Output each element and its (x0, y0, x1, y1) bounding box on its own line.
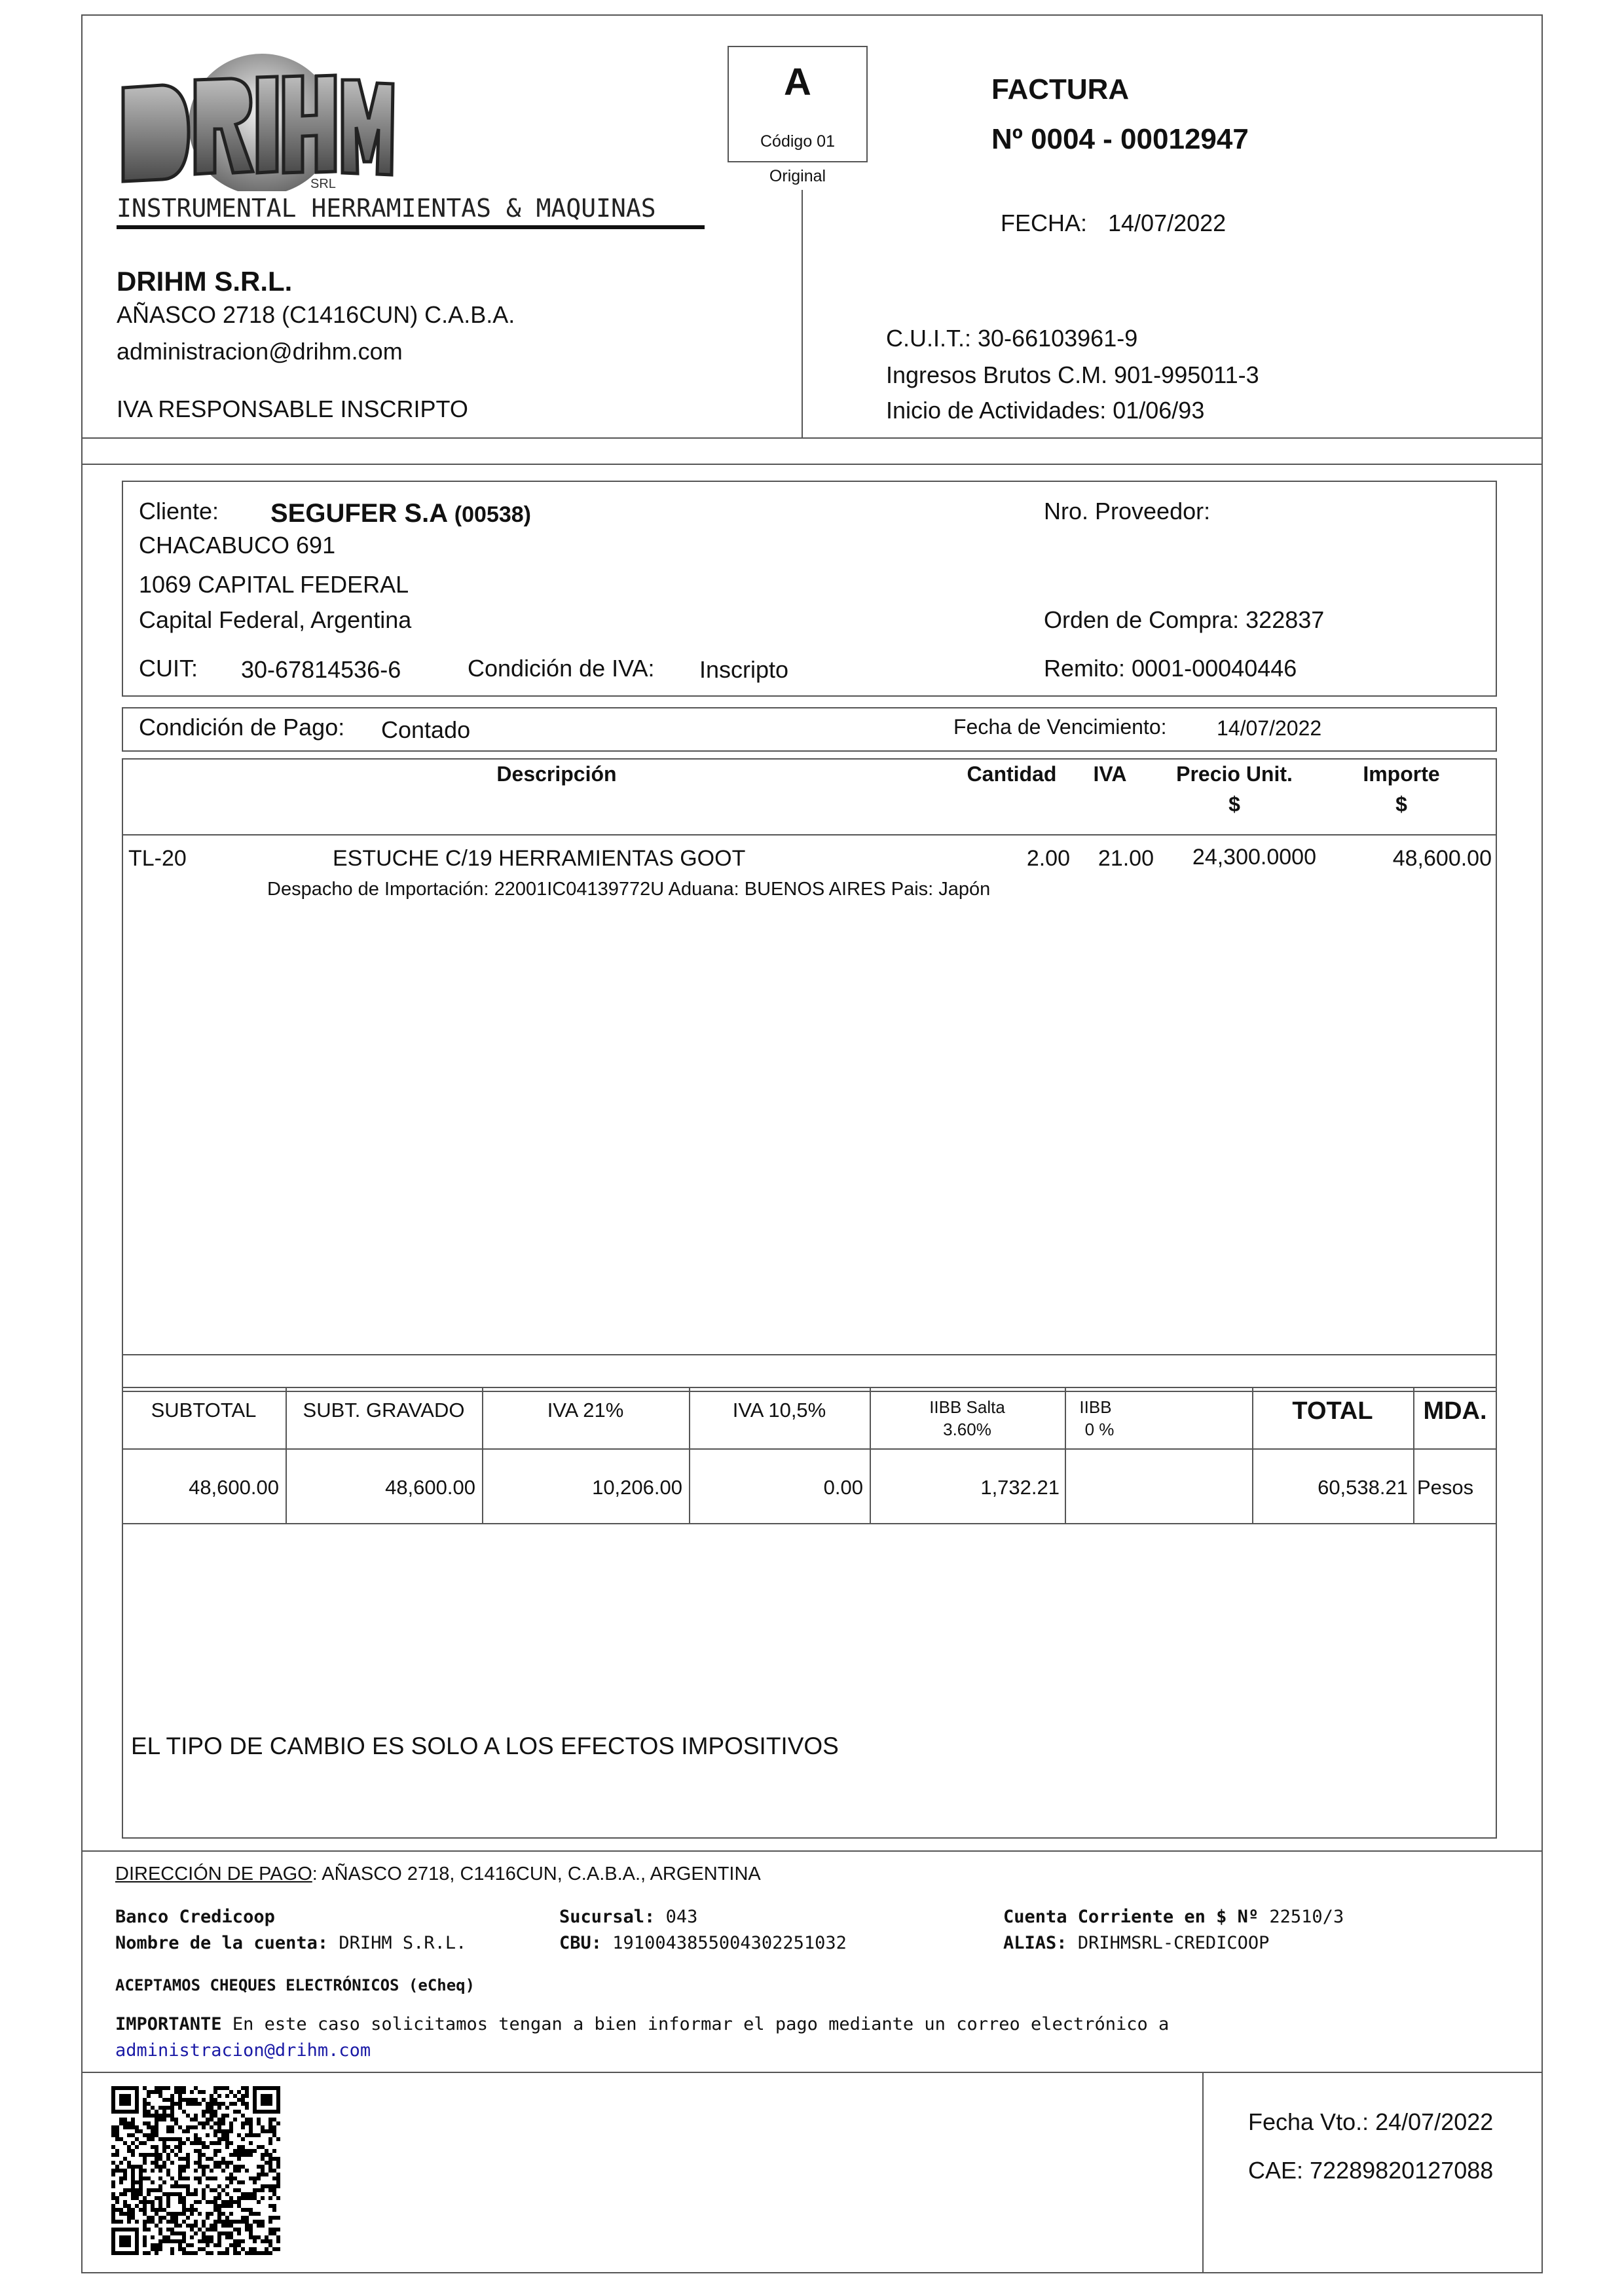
col-importe-currency: $ (1395, 792, 1407, 816)
item-iva: 21.00 (1098, 846, 1154, 871)
total-header-gravado: SUBT. GRAVADO (303, 1399, 465, 1422)
item-description: ESTUCHE C/19 HERRAMIENTAS GOOT (333, 846, 746, 871)
total-currency: Pesos (1417, 1476, 1474, 1499)
total-header-iva21: IVA 21% (547, 1399, 624, 1422)
client-label: Cliente: (139, 498, 219, 524)
client-cuit: 30-67814536-6 (241, 656, 401, 683)
footer-top-line (81, 1850, 1543, 1852)
payment-address-text: : AÑASCO 2718, C1416CUN, C.A.B.A., ARGENTINA (312, 1864, 761, 1884)
payment-address-label: DIRECCIÓN DE PAGO (115, 1864, 312, 1884)
company-name: DRIHM S.R.L. (117, 266, 293, 297)
item-detail: Despacho de Importación: 22001IC04139772U Aduana: BUENOS AIRES Pais: Japón (267, 879, 991, 900)
company-logo (117, 47, 398, 191)
checking-account (1003, 1907, 1344, 1927)
col-precio: Precio Unit. (1176, 762, 1293, 786)
total-header-mda: MDA. (1423, 1397, 1487, 1425)
item-code: TL-20 (128, 846, 187, 871)
col-iva: IVA (1093, 762, 1127, 786)
company-email: administracion@drihm.com (117, 338, 403, 365)
remito: Remito: 0001-00040446 (1044, 655, 1297, 682)
alias-label: ALIAS: (1003, 1933, 1067, 1953)
logo-graphic (117, 47, 398, 191)
important-label: IMPORTANTE (115, 2014, 222, 2034)
cbu-label: CBU: (559, 1933, 602, 1953)
checking-account-value: 22510/3 (1269, 1907, 1344, 1927)
cae-divider (1202, 2072, 1204, 2273)
logo-small-text: SRL (310, 177, 336, 191)
contact-email-link[interactable]: administracion@drihm.com (115, 2040, 371, 2061)
doc-code: Código 01 (760, 132, 835, 151)
col-precio-currency: $ (1228, 792, 1240, 816)
checking-account-label: Cuenta Corriente en $ Nº (1003, 1907, 1259, 1927)
company-inicio: Inicio de Actividades: 01/06/93 (886, 397, 1205, 424)
cbu (559, 1933, 847, 1953)
total-iibb-salta: 1,732.21 (980, 1476, 1060, 1499)
footer-qr-line (81, 2072, 1543, 2073)
notes-box (122, 1523, 1497, 1839)
important-note (115, 2014, 1169, 2034)
col-cantidad: Cantidad (967, 762, 1057, 786)
client-address-3: Capital Federal, Argentina (139, 606, 412, 633)
account-name-value: DRIHM S.R.L. (339, 1933, 467, 1953)
client-code: (00538) (454, 502, 531, 527)
total-header-total: TOTAL (1292, 1397, 1373, 1425)
payment-condition: Contado (381, 716, 471, 743)
item-unit-price: 24,300.0000 (1192, 845, 1316, 870)
total-header-subtotal: SUBTOTAL (151, 1399, 257, 1422)
items-header-line (122, 834, 1497, 835)
total-gravado: 48,600.00 (385, 1476, 475, 1499)
account-name-label: Nombre de la cuenta: (115, 1933, 329, 1953)
total-header-iibb-rate: 0 % (1084, 1420, 1115, 1439)
alias-value: DRIHMSRL-CREDICOOP (1077, 1933, 1270, 1953)
item-amount: 48,600.00 (1392, 846, 1492, 871)
client-iva-label: Condición de IVA: (468, 655, 655, 682)
company-tagline: INSTRUMENTAL HERRAMIENTAS & MAQUINAS (117, 194, 656, 223)
client-name (270, 499, 531, 528)
item-quantity: 2.00 (1026, 846, 1070, 871)
company-cuit: C.U.I.T.: 30-66103961-9 (886, 325, 1138, 352)
branch-label: Sucursal: (559, 1907, 655, 1927)
qr-code (111, 2086, 280, 2255)
due-date: 14/07/2022 (1217, 716, 1322, 740)
cae-due-date: Fecha Vto.: 24/07/2022 (1248, 2108, 1494, 2135)
client-address-2: 1069 CAPITAL FEDERAL (139, 571, 409, 598)
invoice-date: 14/07/2022 (1108, 210, 1227, 236)
tagline-underline (117, 225, 705, 229)
company-iva: IVA RESPONSABLE INSCRIPTO (117, 395, 468, 422)
branch-value: 043 (665, 1907, 698, 1927)
cae-number: CAE: 72289820127088 (1248, 2157, 1494, 2184)
payment-address (115, 1864, 761, 1885)
payment-condition-label: Condición de Pago: (139, 714, 345, 741)
invoice-date-label: FECHA: (1001, 210, 1088, 236)
total-header-iibb: IIBB (1079, 1397, 1112, 1417)
total-subtotal: 48,600.00 (189, 1476, 279, 1499)
client-cuit-label: CUIT: (139, 655, 198, 682)
cbu-value: 1910043855004302251032 (612, 1933, 847, 1953)
bank-name: Banco Credicoop (115, 1907, 275, 1927)
account-name (115, 1933, 466, 1953)
exchange-note: EL TIPO DE CAMBIO ES SOLO A LOS EFECTOS IMPOSITIVOS (131, 1733, 839, 1759)
invoice-number: Nº 0004 - 00012947 (991, 123, 1249, 155)
branch (559, 1907, 697, 1927)
total-header-iibb-salta: IIBB Salta (929, 1397, 1005, 1417)
client-name-text: SEGUFER S.A (270, 499, 447, 528)
important-text: En este caso solicitamos tengan a bien informar el pago mediante un correo electrónico a (232, 2014, 1170, 2034)
doc-letter: A (784, 61, 811, 103)
client-address-1: CHACABUCO 691 (139, 532, 336, 559)
col-descripcion: Descripción (496, 762, 617, 786)
header-divider (802, 190, 803, 439)
totals-mid-line (122, 1448, 1497, 1450)
client-iva: Inscripto (699, 656, 789, 683)
col-importe: Importe (1363, 762, 1440, 786)
alias (1003, 1933, 1269, 1953)
total-amount: 60,538.21 (1318, 1476, 1408, 1499)
header-bottom-line-2 (81, 464, 1543, 465)
company-address: AÑASCO 2718 (C1416CUN) C.A.B.A. (117, 301, 515, 328)
header-bottom-line-1 (81, 437, 1543, 439)
total-header-iibb-salta-rate: 3.60% (943, 1420, 991, 1439)
due-date-label: Fecha de Vencimiento: (953, 715, 1167, 739)
items-bottom-line (122, 1354, 1497, 1355)
provider-number-label: Nro. Proveedor: (1044, 498, 1211, 524)
company-ingresos-brutos: Ingresos Brutos C.M. 901-995011-3 (886, 361, 1259, 388)
qr-code-graphic (111, 2086, 280, 2255)
total-iva105: 0.00 (823, 1476, 863, 1499)
total-iva21: 10,206.00 (592, 1476, 682, 1499)
invoice-title: FACTURA (991, 73, 1130, 105)
purchase-order: Orden de Compra: 322837 (1044, 606, 1325, 633)
total-header-iva105: IVA 10,5% (732, 1399, 826, 1422)
echeq-note: ACEPTAMOS CHEQUES ELECTRÓNICOS (eCheq) (115, 1976, 475, 1994)
doc-copy: Original (769, 167, 826, 185)
